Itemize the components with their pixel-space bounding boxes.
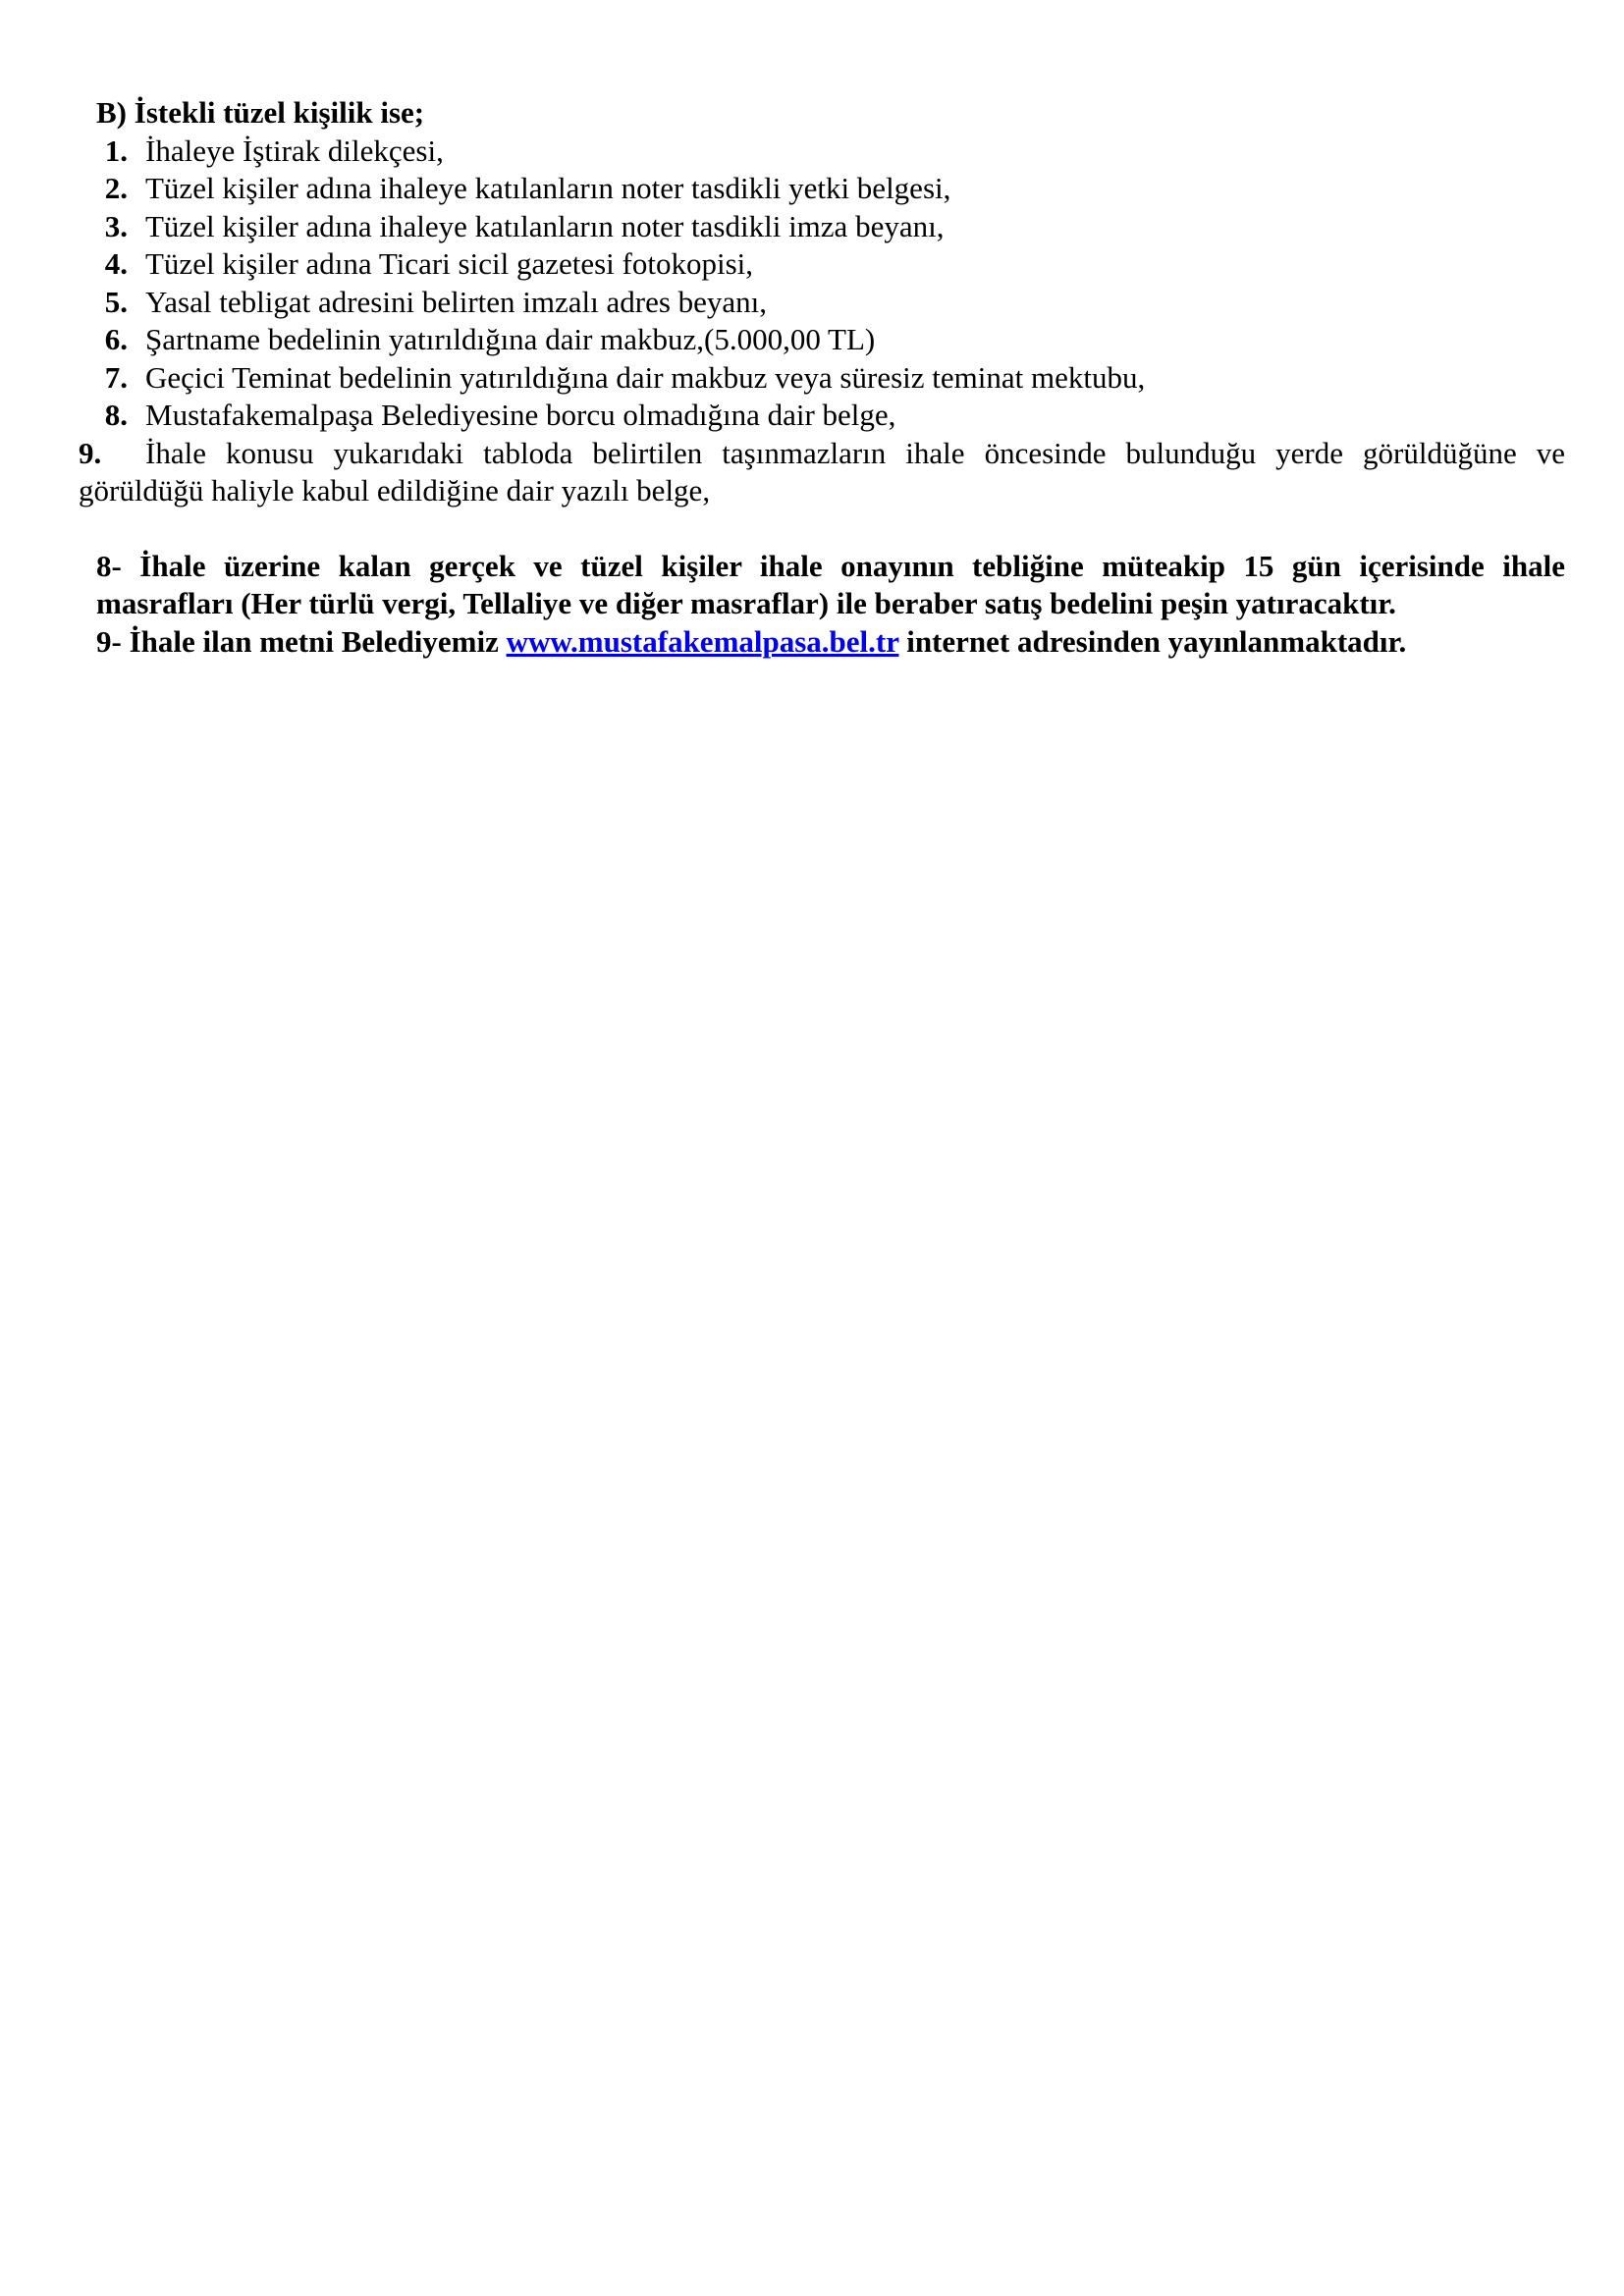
list-item	[79, 321, 1565, 359]
list-item-text: İhaleye İştirak dilekçesi,	[145, 133, 444, 168]
list-item-number: 3.	[104, 208, 128, 243]
requirements-list	[79, 133, 1565, 510]
list-item-number: 9.	[79, 435, 102, 470]
list-item-number: 4.	[104, 246, 128, 281]
list-item	[79, 284, 1565, 322]
list-item	[79, 397, 1565, 435]
list-item	[79, 359, 1565, 398]
list-item-text: Yasal tebligat adresini belirten imzalı adres beyanı,	[145, 284, 768, 319]
list-item-number: 7.	[104, 359, 128, 395]
list-item	[79, 245, 1565, 284]
website-link[interactable]: www.mustafakemalpasa.bel.tr	[506, 623, 899, 659]
list-item-text: Mustafakemalpaşa Belediyesine borcu olmadığına dair belge,	[145, 398, 896, 432]
list-item-text: Geçici Teminat bedelinin yatırıldığına dair makbuz veya süresiz teminat mektubu,	[145, 359, 1146, 395]
section-heading: B) İstekli tüzel kişilik ise;	[96, 95, 425, 130]
paragraph-9	[79, 623, 1565, 662]
list-item-number: 8.	[104, 398, 128, 432]
paragraph-9-text-after: internet adresinden yayınlanmaktadır.	[898, 623, 1407, 659]
list-item-9-first-line	[79, 435, 1565, 473]
list-item-text: Tüzel kişiler adına ihaleye katılanların noter tasdikli imza beyanı,	[145, 208, 945, 243]
list-item	[79, 133, 1565, 171]
list-item-number: 2.	[104, 171, 128, 205]
document-content	[79, 94, 1565, 661]
list-item-number: 5.	[104, 284, 128, 319]
paragraph-8-line-2: masrafları (Her türlü vergi, Tellaliye ve diğer masraflar) ile beraber satış bedelini peşin yatıracaktır.	[96, 586, 1396, 620]
paragraph-8	[79, 548, 1565, 623]
list-item-text: Şartname bedelinin yatırıldığına dair makbuz,(5.000,00 TL)	[145, 322, 876, 356]
list-item	[79, 208, 1565, 246]
list-item-number: 6.	[104, 322, 128, 356]
paragraph-8-line-1: 8- İhale üzerine kalan gerçek ve tüzel kişiler ihale onayının tebliğine müteakip 15 gün içerisinde ihale	[96, 548, 1565, 583]
list-item-text: Tüzel kişiler adına ihaleye katılanların noter tasdikli yetki belgesi,	[145, 171, 951, 205]
list-item-text: İhale konusu yukarıdaki tabloda belirtilen taşınmazların ihale öncesinde bulunduğu yerde görüldüğüne ve	[145, 435, 1565, 470]
paragraph-9-text-before: 9- İhale ilan metni Belediyemiz	[96, 623, 507, 659]
list-item-number: 1.	[104, 133, 128, 168]
paragraph-spacer	[79, 510, 1565, 548]
list-item	[79, 170, 1565, 208]
list-item-text: Tüzel kişiler adına Ticari sicil gazetesi fotokopisi,	[145, 246, 754, 281]
list-item-9	[79, 435, 1565, 510]
list-item-9-continuation: görüldüğü haliyle kabul edildiğine dair yazılı belge,	[79, 473, 711, 507]
